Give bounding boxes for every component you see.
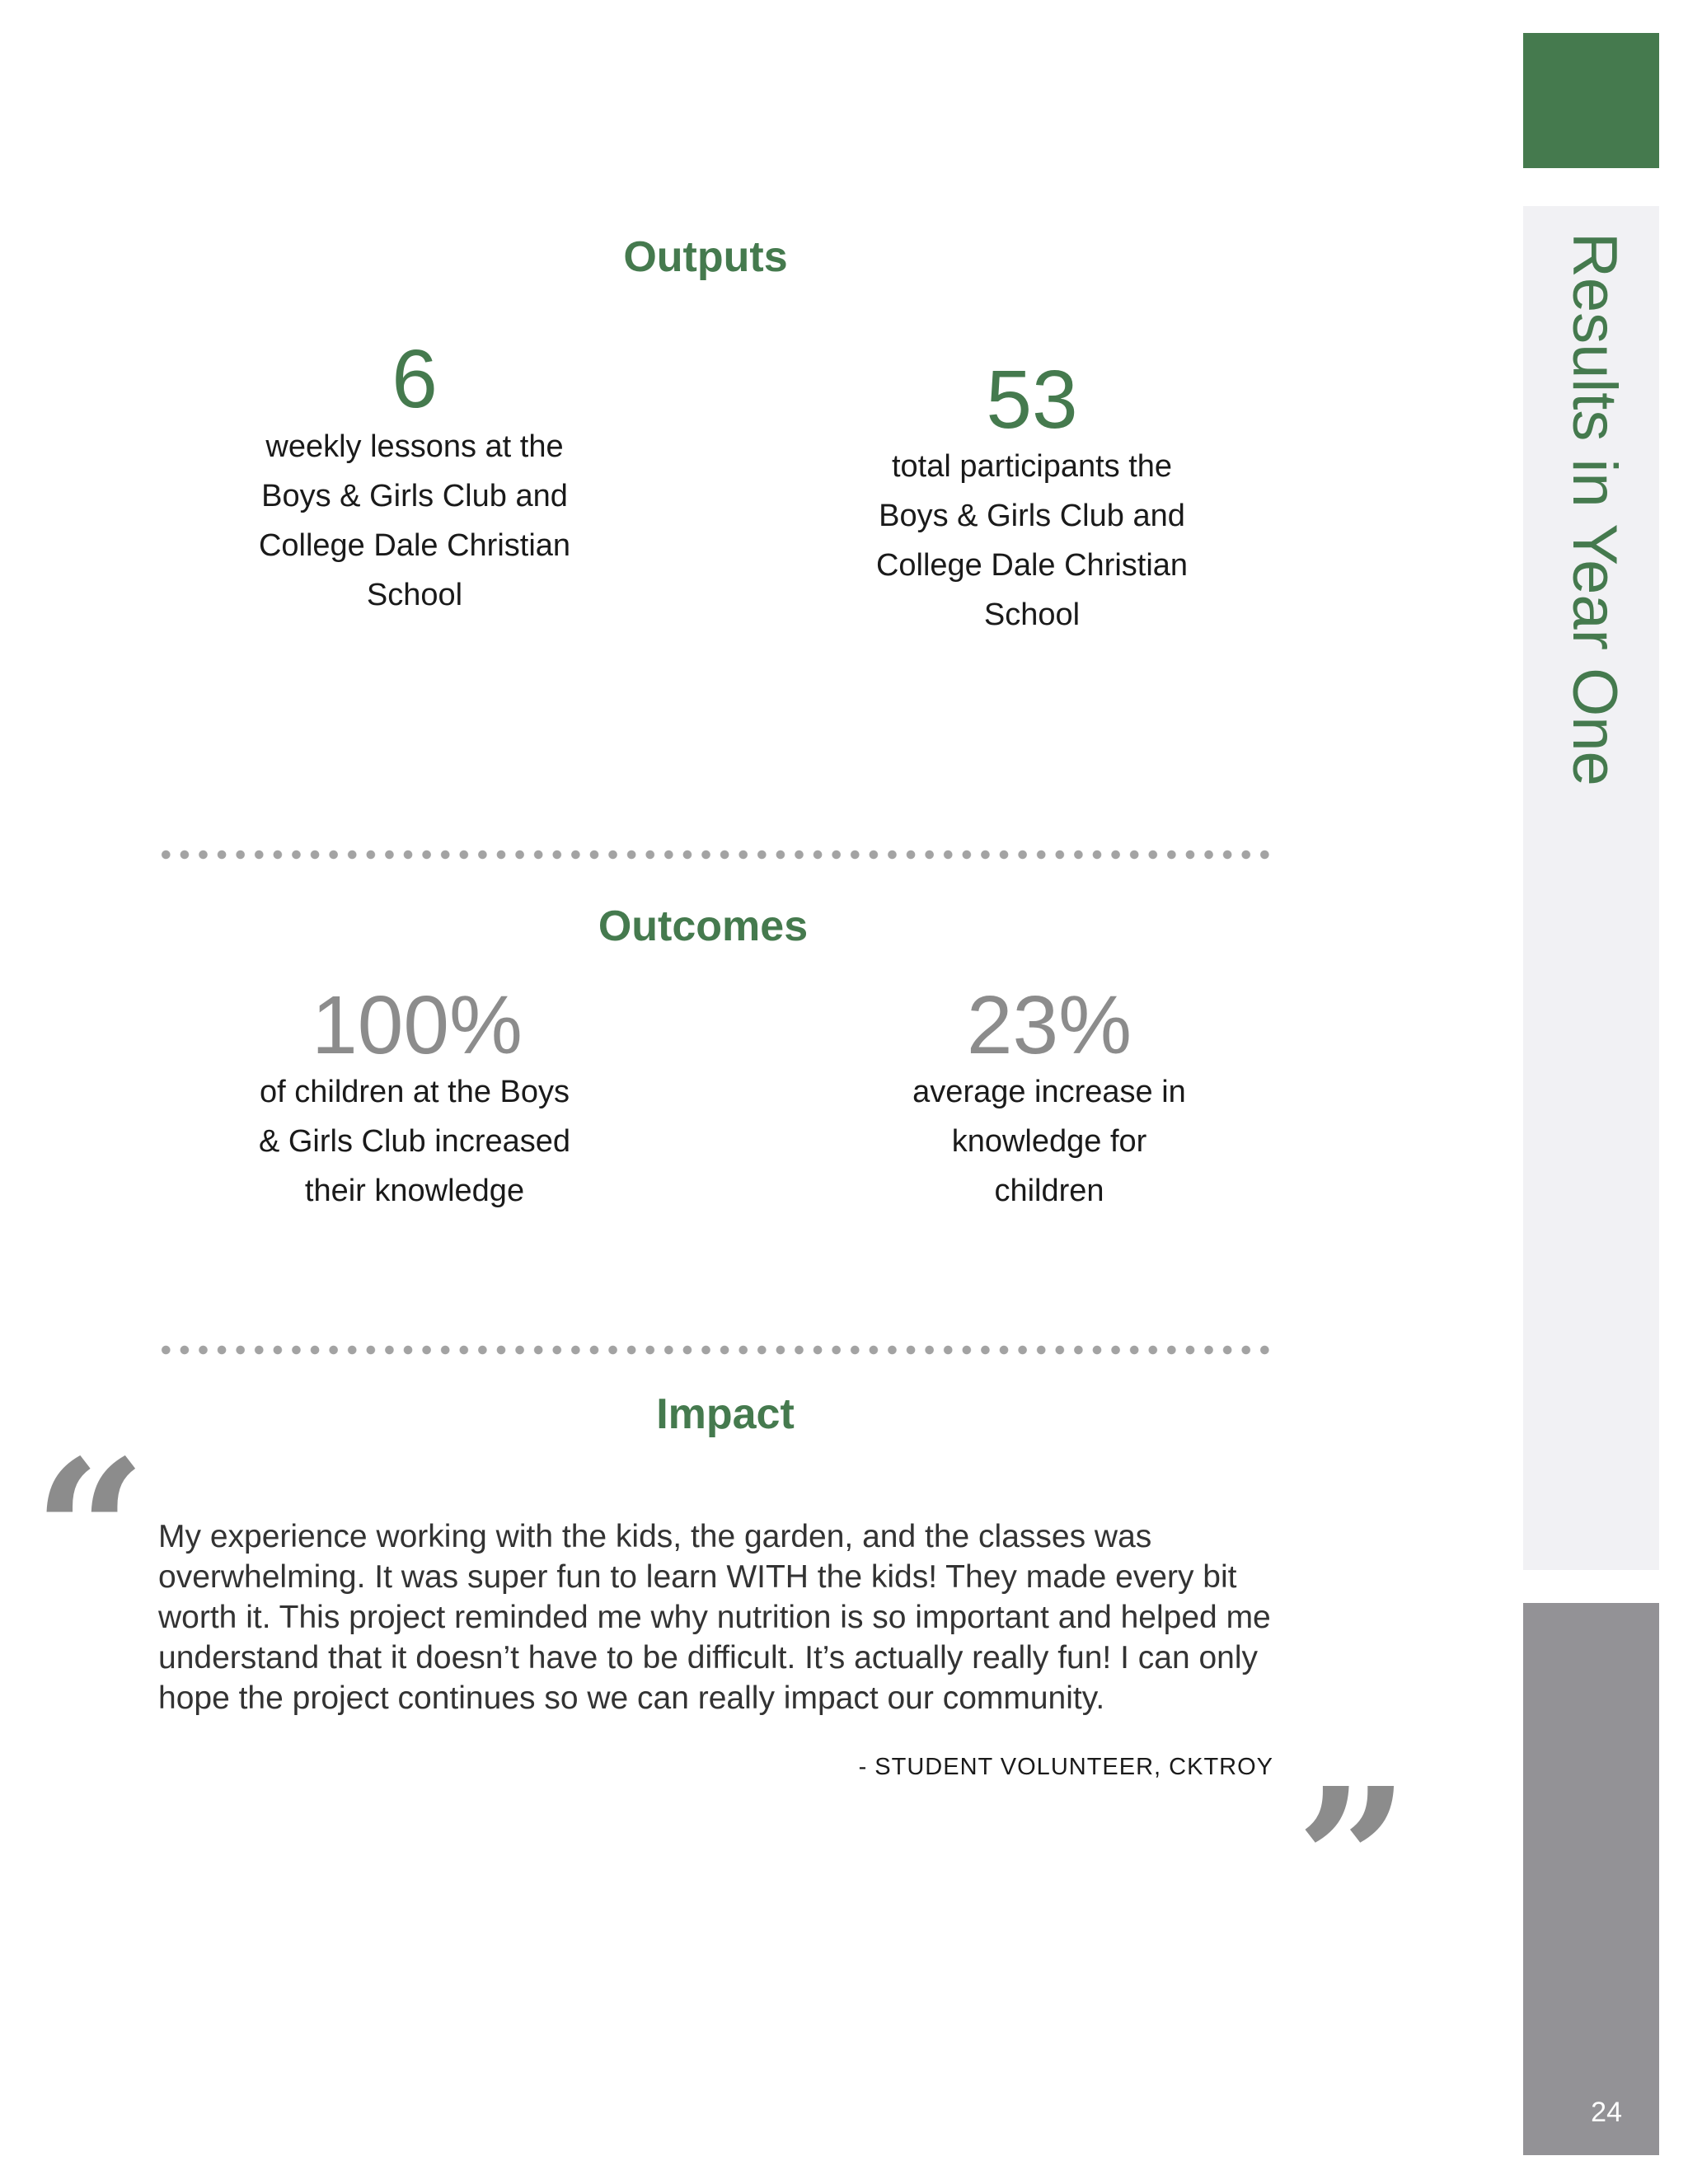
page-number: 24 — [1591, 2097, 1622, 2128]
testimonial-attribution: - STUDENT VOLUNTEER, CKTROY — [858, 1754, 1273, 1780]
divider-dots — [157, 1345, 1278, 1355]
impact-heading: Impact — [656, 1390, 795, 1438]
section-title: Results in Year One — [1559, 232, 1629, 786]
outcomes-right-number: 23% — [966, 979, 1132, 1071]
outputs-left-description: weekly lessons at the Boys & Girls Club and College Dale Christian School — [258, 429, 571, 612]
outcomes-heading: Outcomes — [598, 902, 809, 950]
outcomes-left-description: of children at the Boys & Girls Club increased their knowledge — [258, 1075, 571, 1208]
sidebar-footer-panel — [1523, 1603, 1659, 2155]
outputs-heading: Outputs — [623, 233, 788, 281]
outputs-left-number: 6 — [392, 333, 438, 425]
outputs-right-description: total participants the Boys & Girls Club and College Dale Christian School — [875, 449, 1189, 632]
testimonial-quote: My experience working with the kids, the garden, and the classes was overwhelming. It was super fun to learn WITH the kids! They made every bit worth it. This project reminded me why nutrition is so important and helped me understand that it doesn’t have to be difficult. It’s actually really fun! I can only hope the project continues so we can really impact our community. — [158, 1519, 1271, 1716]
accent-block — [1523, 33, 1659, 168]
outcomes-left-number: 100% — [312, 979, 523, 1071]
section-title-vertical — [1523, 232, 1659, 826]
divider-dots — [157, 850, 1278, 860]
open-quote-icon: “ — [33, 1417, 148, 1649]
outcomes-right-description: average increase in knowledge for children — [912, 1075, 1186, 1208]
outputs-right-number: 53 — [986, 354, 1078, 446]
close-quote-icon: ” — [1296, 1745, 1410, 1977]
